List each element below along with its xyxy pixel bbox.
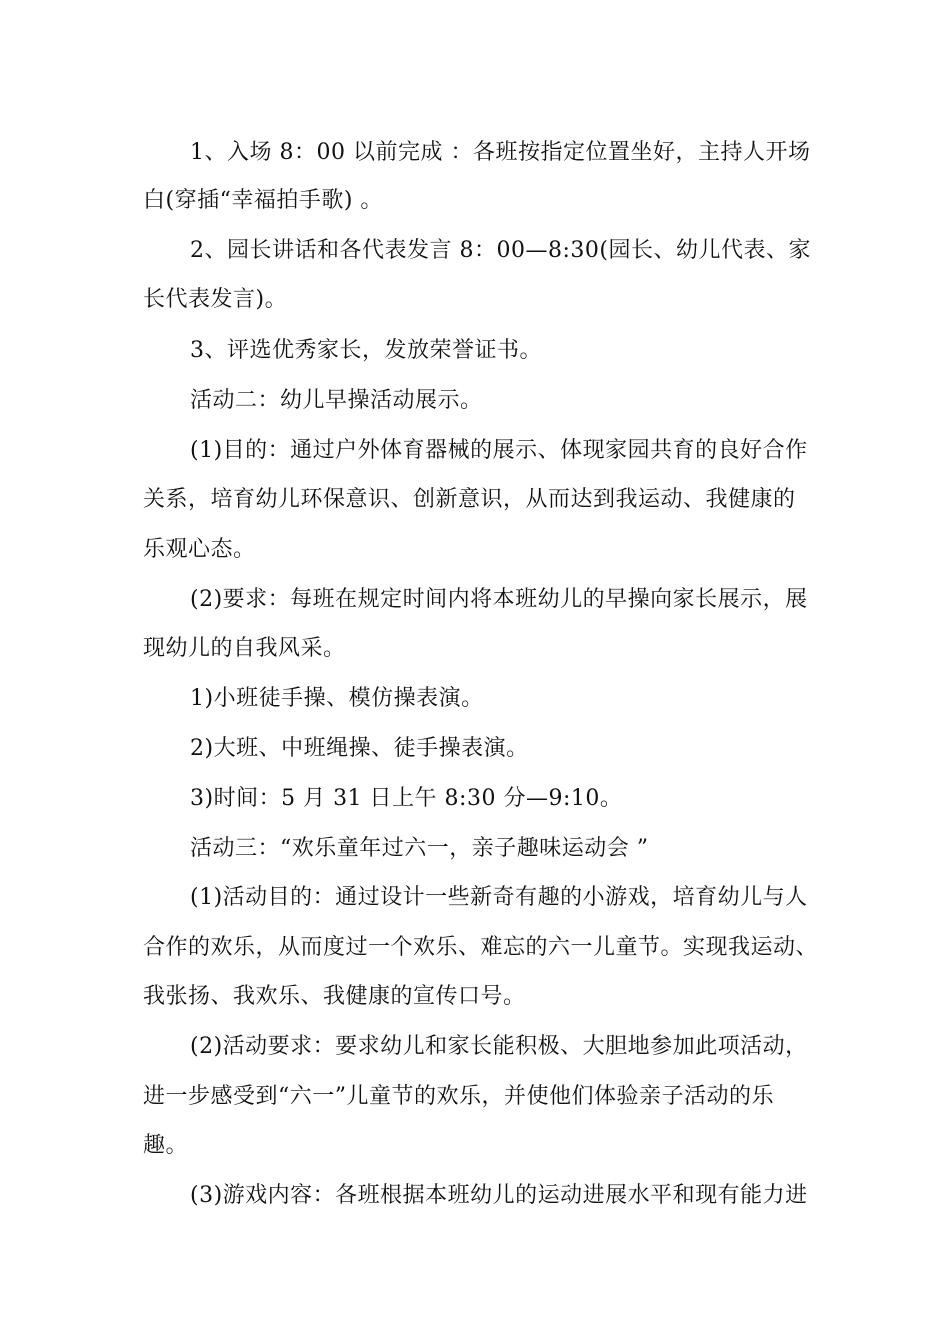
text-line: (1)目的：通过户外体育器械的展示、体现家园共育的良好合作 <box>190 438 808 463</box>
text-line: 长代表发言)。 <box>143 287 288 312</box>
text-line: 2)大班、中班绳操、徒手操表演。 <box>190 736 529 761</box>
text-line: 白(穿插“幸福拍手歌) 。 <box>143 188 383 213</box>
text-line: 乐观心态。 <box>143 537 256 562</box>
text-line: 3)时间：5 月 31 日上午 8:30 分—9:10。 <box>190 786 623 811</box>
text-line: (2)活动要求：要求幼儿和家长能积极、大胆地参加此项活动， <box>190 1034 808 1059</box>
text-line: 我张扬、我欢乐、我健康的宣传口号。 <box>143 984 526 1009</box>
text-line: (2)要求：每班在规定时间内将本班幼儿的早操向家长展示，展 <box>190 587 808 612</box>
text-line: 关系，培育幼儿环保意识、创新意识，从而达到我运动、我健康的 <box>143 487 796 512</box>
text-line: 活动三：“欢乐童年过六一，亲子趣味运动会 ” <box>190 836 649 861</box>
text-line: (3)游戏内容：各班根据本班幼儿的运动进展水平和现有能力进 <box>190 1183 808 1208</box>
text-line: 现幼儿的自我风采。 <box>143 636 346 661</box>
text-line: (1)活动目的：通过设计一些新奇有趣的小游戏，培育幼儿与人 <box>190 885 808 910</box>
text-line: 1)小班徒手操、模仿操表演。 <box>190 686 484 711</box>
text-line: 2、园长讲话和各代表发言 8：00—8:30(园长、幼儿代表、家 <box>190 238 811 263</box>
text-line: 趣。 <box>143 1133 189 1158</box>
text-line: 合作的欢乐，从而度过一个欢乐、难忘的六一儿童节。实现我运动、 <box>143 935 819 960</box>
text-line: 1、入场 8：00 以前完成 ：各班按指定位置坐好，主持人开场 <box>190 140 811 165</box>
text-line: 活动二：幼儿早操活动展示。 <box>190 388 483 413</box>
text-line: 3、评选优秀家长，发放荣誉证书。 <box>190 338 542 363</box>
text-line: 进一步感受到“六一”儿童节的欢乐，并使他们体验亲子活动的乐 <box>143 1084 774 1109</box>
